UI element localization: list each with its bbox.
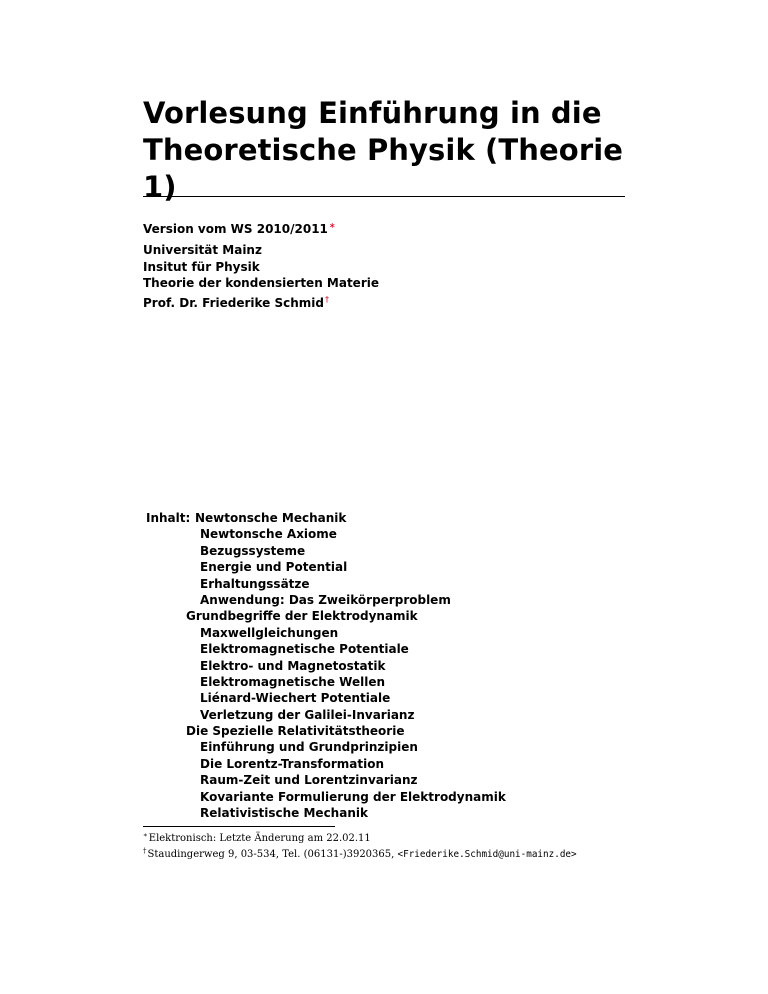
footnote-mark: ∗	[143, 831, 148, 839]
email-link[interactable]: <Friederike.Schmid@uni-mainz.de>	[397, 849, 577, 860]
toc-item: Raum-Zeit und Lorentzinvarianz	[200, 773, 418, 788]
footnote-mark: †	[143, 847, 147, 855]
toc-item: Erhaltungssätze	[200, 576, 310, 591]
toc-item: Newtonsche Axiome	[200, 527, 337, 542]
toc-section: Newtonsche Mechanik	[195, 511, 347, 525]
toc-item: Einführung und Grundprinzipien	[200, 740, 418, 755]
toc-item: Die Lorentz-Transformation	[200, 756, 385, 771]
toc-item: Bezugssysteme	[200, 543, 306, 558]
toc-item: Kovariante Formulierung der Elektrodynamik	[200, 789, 506, 804]
toc-item: Energie und Potential	[200, 560, 348, 575]
toc-item: Verletzung der Galilei-Invarianz	[200, 707, 415, 722]
version-line	[143, 218, 336, 237]
title-line-1: Vorlesung Einführung in die	[143, 96, 602, 130]
toc-item: Maxwellgleichungen	[200, 625, 339, 640]
institute: Insitut für Physik	[143, 259, 260, 274]
footnote-text: Staudingerweg 9, 03-534, Tel. (06131-)3920365,	[147, 849, 398, 860]
toc-item: Anwendung: Das Zweikörperproblem	[200, 592, 451, 607]
toc-item: Elektro- und Magnetostatik	[200, 658, 386, 673]
title-line-2: Theoretische Physik (Theorie 1)	[143, 133, 624, 204]
university: Universität Mainz	[143, 243, 262, 257]
footnote-text: Elektronisch: Letzte Änderung am 22.02.11	[148, 833, 371, 844]
footnote-ref-2[interactable]: †	[325, 294, 330, 304]
footnote-ref-1[interactable]: ∗	[328, 221, 336, 230]
footnote-rule	[143, 826, 335, 827]
affiliation-block	[143, 242, 379, 311]
research-group: Theorie der kondensierten Materie	[143, 276, 379, 290]
toc-item: Elektromagnetische Wellen	[200, 674, 386, 689]
toc-item: Elektromagnetische Potentiale	[200, 642, 409, 657]
author-line	[143, 292, 379, 312]
footnote-2	[143, 845, 577, 861]
toc-section: Grundbegriffe der Elektrodynamik	[186, 609, 418, 624]
title-rule	[143, 196, 625, 197]
footnotes	[143, 829, 577, 861]
version-text: Version vom WS 2010/2011	[143, 222, 328, 236]
document-title	[143, 95, 643, 206]
author-name: Prof. Dr. Friederike Schmid	[143, 295, 325, 310]
toc-item: Relativistische Mechanik	[200, 806, 368, 821]
contents-label: Inhalt:	[146, 511, 191, 525]
toc-item: Liénard-Wiechert Potentiale	[200, 691, 391, 706]
footnote-1	[143, 829, 577, 845]
toc-section: Die Spezielle Relativitätstheorie	[186, 724, 405, 739]
